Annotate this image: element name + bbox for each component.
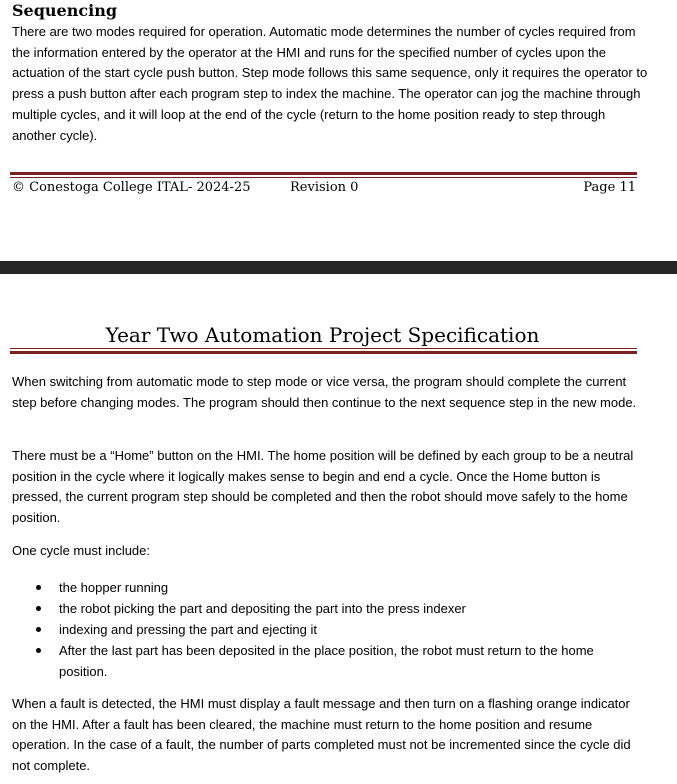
bullet-icon: [36, 585, 41, 590]
bullet-icon: [36, 606, 41, 611]
sequencing-paragraph: There are two modes required for operation. Automatic mode determines the number of cycles required from the information entered by the operator at the HMI and runs for the specified number of cycles upon the actuation of the start cycle push button. Step mode follows this same sequence, only it requires the operator to press a push button after each program step to index the machine. The operator can jog the machine through multiple cycles, and it will loop at the end of the cycle (return to the home position ready to step through another cycle).: [12, 24, 648, 143]
page-footer: [12, 179, 636, 197]
bullet-icon: [36, 627, 41, 632]
bullet-icon: [36, 648, 41, 653]
cycle-intro-paragraph: One cycle must include:: [12, 543, 151, 558]
footer-revision: Revision 0: [290, 180, 359, 195]
home-button-paragraph: There must be a “Home” button on the HMI. The home position will be defined by each group to be a neutral position in the cycle where it logically makes sense to begin and end a cycle. Once the Home button is pressed, the current program step should be completed and then the robot should move safely to the home position.: [12, 448, 634, 526]
list-item: [36, 598, 636, 619]
cycle-steps-list: [36, 577, 636, 682]
footer-page-number: Page 11: [583, 180, 636, 195]
document-title: Year Two Automation Project Specification: [105, 323, 540, 347]
list-item-text: indexing and pressing the part and ejecting it: [59, 622, 318, 637]
section-heading: Sequencing: [12, 1, 118, 20]
list-item-text: the hopper running: [59, 580, 169, 595]
page-separator: [0, 261, 677, 274]
footer-rule-thick: [10, 172, 637, 175]
list-item: [36, 577, 636, 598]
list-item-text: After the last part has been deposited in the place position, the robot must return to the home position.: [59, 643, 594, 679]
header-rule-thin: [10, 348, 637, 349]
footer-copyright: © Conestoga College ITAL- 2024-25: [12, 180, 251, 195]
footer-rule-thin: [10, 177, 637, 178]
header-rule-thick: [10, 351, 637, 354]
fault-paragraph: When a fault is detected, the HMI must display a fault message and then turn on a flashing orange indicator on the HMI. After a fault has been cleared, the machine must return to the home position and resume operation. In the case of a fault, the number of parts completed must not be incremented since the cycle did not complete.: [12, 696, 631, 774]
list-item: [36, 619, 636, 640]
previous-page: [0, 0, 677, 260]
mode-switch-paragraph: When switching from automatic mode to step mode or vice versa, the program should complete the current step before changing modes. The program should then continue to the next sequence step in the new mode.: [12, 374, 637, 410]
list-item-text: the robot picking the part and depositing the part into the press indexer: [59, 601, 466, 616]
list-item: [36, 640, 636, 682]
